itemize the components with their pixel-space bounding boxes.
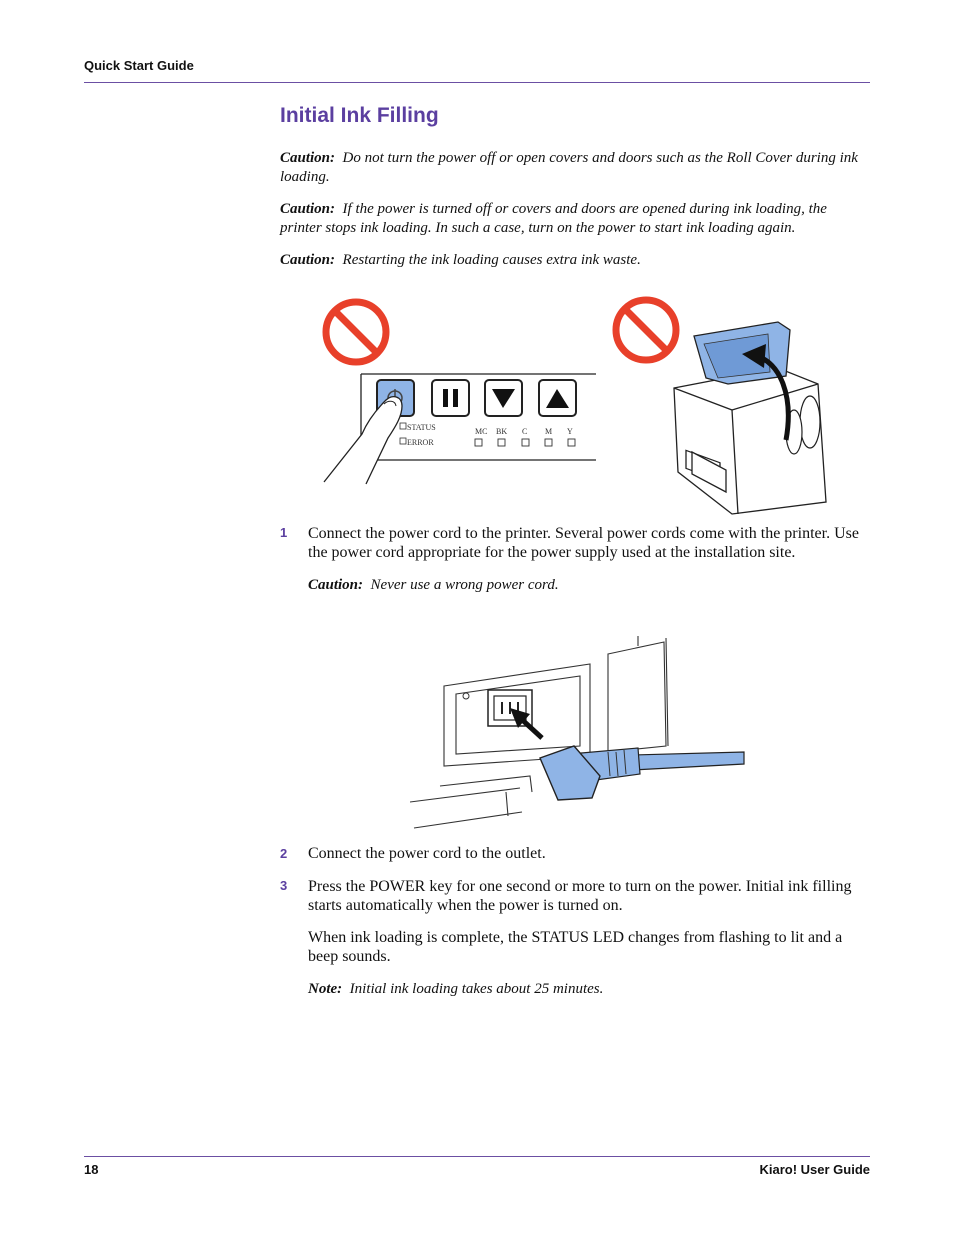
step-2-text: Connect the power cord to the outlet. <box>308 845 546 862</box>
step-number: 2 <box>280 846 288 861</box>
led-label-bk: BK <box>496 427 508 436</box>
footer-rule <box>84 1156 870 1157</box>
caution-text: Restarting the ink loading causes extra ink waste. <box>342 252 641 268</box>
error-label: ERROR <box>407 438 434 447</box>
step-number: 1 <box>280 525 288 540</box>
figure-control-panel <box>318 292 600 492</box>
caution-label: Caution: <box>280 252 336 268</box>
step-3-note <box>308 980 868 999</box>
caution-label: Caution: <box>308 577 364 593</box>
caution-3 <box>280 251 870 270</box>
finger-illustration <box>324 397 402 484</box>
caution-2 <box>280 200 870 238</box>
step-1-text: Connect the power cord to the printer. Several power cords come with the printer. Use the power cord appropriate for the power supply used at the installation site. <box>308 525 859 561</box>
caution-text: Never use a wrong power cord. <box>370 577 559 593</box>
figure-power-cord <box>410 636 750 832</box>
caution-text: Do not turn the power off or open covers and doors such as the Roll Cover during ink loading. <box>280 150 858 185</box>
figure-printer-open-cover <box>608 292 848 518</box>
opened-cover <box>694 322 790 384</box>
led-label-c: C <box>522 427 528 436</box>
led-label-m: M <box>545 427 553 436</box>
note-label: Note: <box>308 981 343 997</box>
caution-label: Caution: <box>280 150 336 166</box>
caution-1 <box>280 149 870 187</box>
step-1-caution <box>308 576 868 595</box>
page-number: 18 <box>84 1162 99 1177</box>
step-3-result: When ink loading is complete, the STATUS LED changes from flashing to lit and a beep sounds. <box>308 929 843 965</box>
pause-key-icon <box>432 380 469 416</box>
led-label-mc: MC <box>475 427 488 436</box>
caution-text: If the power is turned off or covers and doors are opened during ink loading, the printer stops ink loading. In such a case, turn on the power to start ink loading again. <box>280 201 827 236</box>
page-title: Initial Ink Filling <box>280 104 439 127</box>
prohibited-icon <box>616 300 676 360</box>
up-key-icon <box>539 380 576 416</box>
prohibited-icon <box>326 302 386 362</box>
status-label: STATUS <box>407 423 436 432</box>
step-3-text: Press the POWER key for one second or more to turn on the power. Initial ink filling starts automatically when the power is turned on. <box>308 878 852 914</box>
led-label-y: Y <box>567 427 573 436</box>
down-key-icon <box>485 380 522 416</box>
note-text: Initial ink loading takes about 25 minutes. <box>349 981 604 997</box>
caution-label: Caution: <box>280 201 336 217</box>
step-number: 3 <box>280 878 288 893</box>
footer-guide-title: Kiaro! User Guide <box>759 1162 870 1177</box>
power-cord-plug <box>540 746 744 800</box>
header-rule <box>84 82 870 83</box>
running-header: Quick Start Guide <box>84 58 194 73</box>
